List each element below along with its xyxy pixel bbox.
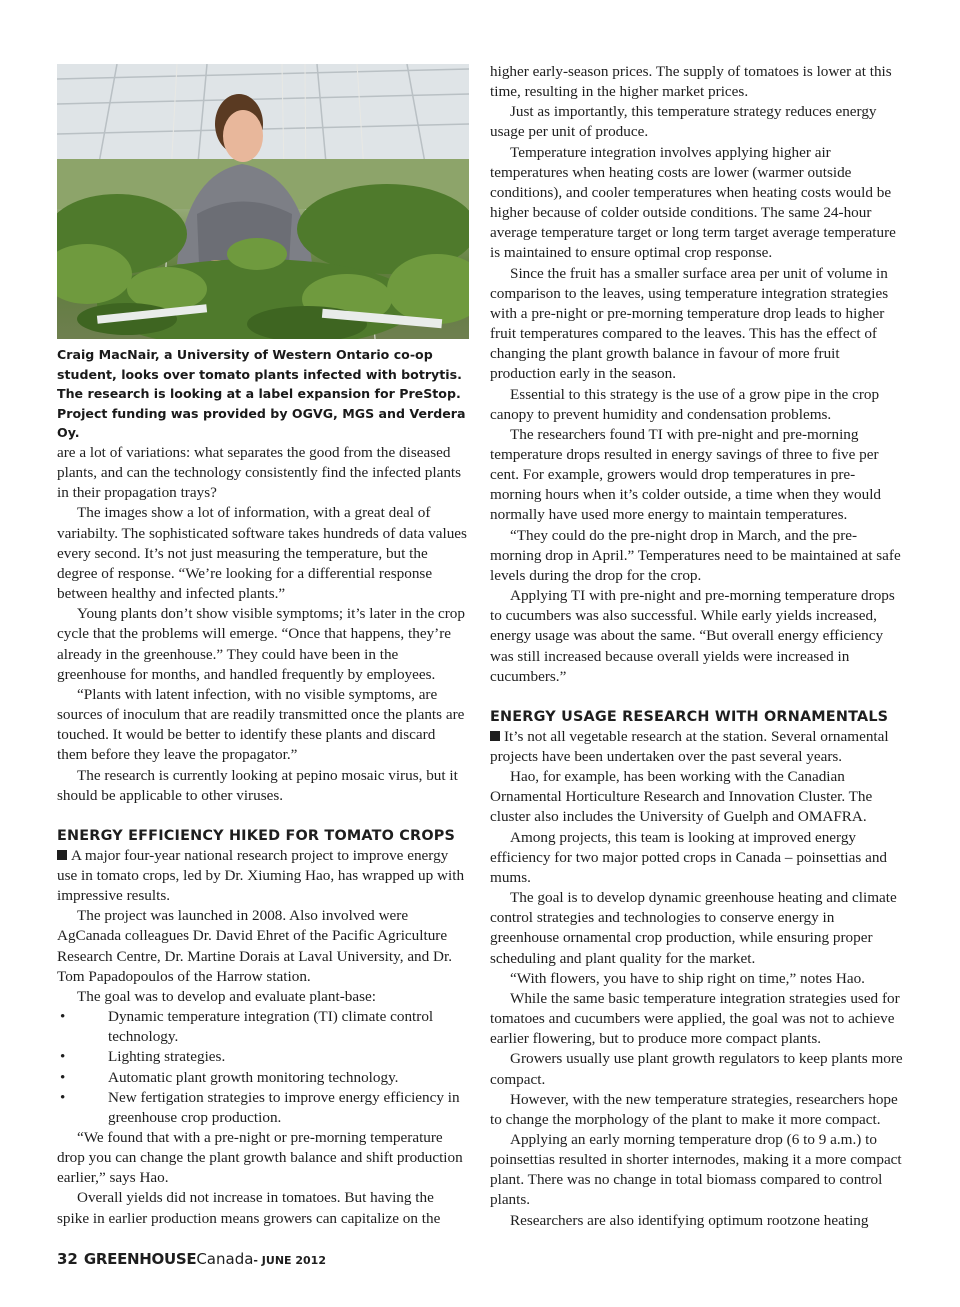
paragraph: The goal is to develop dynamic greenhouse heating and climate control strategies and technologies to conserve energy in greenhouse ornamental crop production, while ensuring proper scheduling and plant quality for the market. <box>490 889 897 967</box>
paragraph: The researchers found TI with pre-night and pre-morning temperature drops resulted in energy savings of three to five per cent. For example, growers would drop temperatures in pre-morning hours when it’s colder outside, a time when they would normally have used more energy to maintain temperatures. <box>490 425 882 524</box>
paragraph: “Plants with latent infection, with no visible symptoms, are sources of inoculum that are readily transmitted once the plants are touched. It would be better to identify these plants and discard them before they leave the propagator.” <box>57 685 465 764</box>
list-item: • New fertigation strategies to improve energy efficiency in greenhouse crop production. <box>60 1088 460 1126</box>
left-column <box>57 0 469 1307</box>
magazine-name-bold: GREENHOUSE <box>83 1250 197 1268</box>
paragraph: However, with the new temperature strategies, researchers hope to change the morphology of the plant to make it more compact. <box>490 1090 898 1128</box>
paragraph: “With flowers, you have to ship right on time,” notes Hao. <box>510 969 865 987</box>
paragraph: While the same basic temperature integration strategies used for tomatoes and cucumbers were applied, the goal was not to achieve earlier flowering, but to produce more compact plants. <box>490 989 900 1048</box>
paragraph: Young plants don’t show visible symptoms; it’s later in the crop cycle that the problems will emerge. “Once that happens, they’re already in the greenhouse.” They could have been in the greenhouse for months, and handled frequently by employees. <box>57 605 465 683</box>
paragraph: The images show a lot of information, with a great deal of variabilty. The sophisticated software takes hundreds of data values every second. It’s not just measuring the temperature, but the degree of response. “We’re looking for a differential response between healthy and infected plants.” <box>57 504 467 603</box>
photo-illustration <box>57 64 469 339</box>
section-heading-energy-efficiency: ENERGY EFFICIENCY HIKED FOR TOMATO CROPS <box>57 827 456 844</box>
square-bullet-icon <box>57 850 67 860</box>
right-column <box>490 0 904 1307</box>
photo-caption: Craig MacNair, a University of Western Ontario co-op student, looks over tomato plants infected with botrytis. The research is looking at a label expansion for PreStop. Project funding was provided by OGVG, MGS and Verdera Oy. <box>57 347 466 440</box>
list-item: • Lighting strategies. <box>57 1047 469 1067</box>
goals-list <box>57 1007 469 1128</box>
left-article-text <box>57 443 469 1229</box>
paragraph: Temperature integration involves applying higher air temperatures when heating costs are lower (warmer outside conditions), and cooler temperatures when heating costs would be higher because of colder outside conditions. The same 24-hour average temperature target or long term target average temperature is maintained to ensure optimal crop response. <box>490 143 896 262</box>
paragraph-lead: It’s not all vegetable research at the station. Several ornamental projects have been undertaken over the past several years. <box>490 727 889 765</box>
paragraph: Hao, for example, has been working with the Canadian Ornamental Horticulture Research and Innovation Cluster. The cluster also includes the University of Guelph and OMAFRA. <box>490 768 873 826</box>
photo-greenhouse-tomato-plants <box>57 64 469 339</box>
paragraph: are a lot of variations: what separates the good from the diseased plants, and can the technology consistently find the infected plants in their propagation trays? <box>57 444 462 502</box>
paragraph: Essential to this strategy is the use of a grow pipe in the crop canopy to prevent humidity and condensation problems. <box>490 385 880 423</box>
paragraph: Growers usually use plant growth regulators to keep plants more compact. <box>490 1050 903 1088</box>
paragraph: Applying TI with pre-night and pre-morning temperature drops to cucumbers was also successful. While early yields increased, energy usage was about the same. “But overall energy efficiency was still increased because overall yields were increased in cucumbers.” <box>490 587 895 685</box>
bullet-icon: • <box>60 1048 66 1066</box>
square-bullet-icon <box>490 731 500 741</box>
issue-date: - JUNE 2012 <box>253 1254 326 1267</box>
paragraph: Researchers are also identifying optimum rootzone heating <box>510 1211 869 1229</box>
bullet-icon: • <box>60 1068 66 1086</box>
bullet-icon: • <box>60 1088 66 1106</box>
paragraph-lead: A major four-year national research project to improve energy use in tomato crops, led by Dr. Xiuming Hao, has wrapped up with impressive results. <box>57 846 465 905</box>
bullet-icon: • <box>60 1008 66 1026</box>
paragraph: higher early-season prices. The supply of tomatoes is lower at this time, resulting in the higher market prices. <box>490 63 892 101</box>
paragraph: Since the fruit has a smaller surface area per unit of volume in comparison to the leaves, using temperature integration strategies with a pre-night or pre-morning temperature drop leads to higher fruit temperatures compared to the leaves. This has the effect of changing the plant growth balance in favour of more fruit production early in the season. <box>490 264 889 383</box>
paragraph: “They could do the pre-night drop in March, and the pre-morning drop in April.” Temperatures need to be maintained at safe levels during the drop for the crop. <box>490 526 901 584</box>
right-article-text <box>490 62 904 1231</box>
paragraph: Overall yields did not increase in tomatoes. But having the spike in earlier production means growers can capitalize on the <box>57 1189 441 1227</box>
list-item: • Dynamic temperature integration (TI) climate control technology. <box>60 1008 434 1046</box>
paragraph: Just as importantly, this temperature strategy reduces energy usage per unit of produce. <box>490 103 877 141</box>
list-item: • Automatic plant growth monitoring technology. <box>57 1068 469 1088</box>
paragraph: Among projects, this team is looking at improved energy efficiency for two major potted crops in Canada – poinsettias and mums. <box>490 828 888 886</box>
paragraph: The goal was to develop and evaluate plant-base: <box>77 987 376 1005</box>
paragraph: Applying an early morning temperature drop (6 to 9 a.m.) to poinsettias resulted in shorter internodes, making it a more compact plant. There was no change in total biomass compared to control plants. <box>490 1130 902 1209</box>
paragraph: “We found that with a pre-night or pre-morning temperature drop you can change the plant growth balance and shift production earlier,” says Hao. <box>57 1129 463 1187</box>
page-number: 32 <box>57 1250 78 1268</box>
section-heading-ornamentals: ENERGY USAGE RESEARCH WITH ORNAMENTALS <box>490 708 889 725</box>
paragraph: The research is currently looking at pepino mosaic virus, but it should be applicable to other viruses. <box>57 766 458 804</box>
magazine-name-light: Canada <box>196 1250 254 1268</box>
page-footer <box>57 1250 326 1268</box>
paragraph: The project was launched in 2008. Also involved were AgCanada colleagues Dr. David Ehret of the Pacific Agriculture Research Centre, Dr. Martine Dorais at Laval University, and Dr. Tom Papadopoulos of the Harrow station. <box>57 907 453 985</box>
